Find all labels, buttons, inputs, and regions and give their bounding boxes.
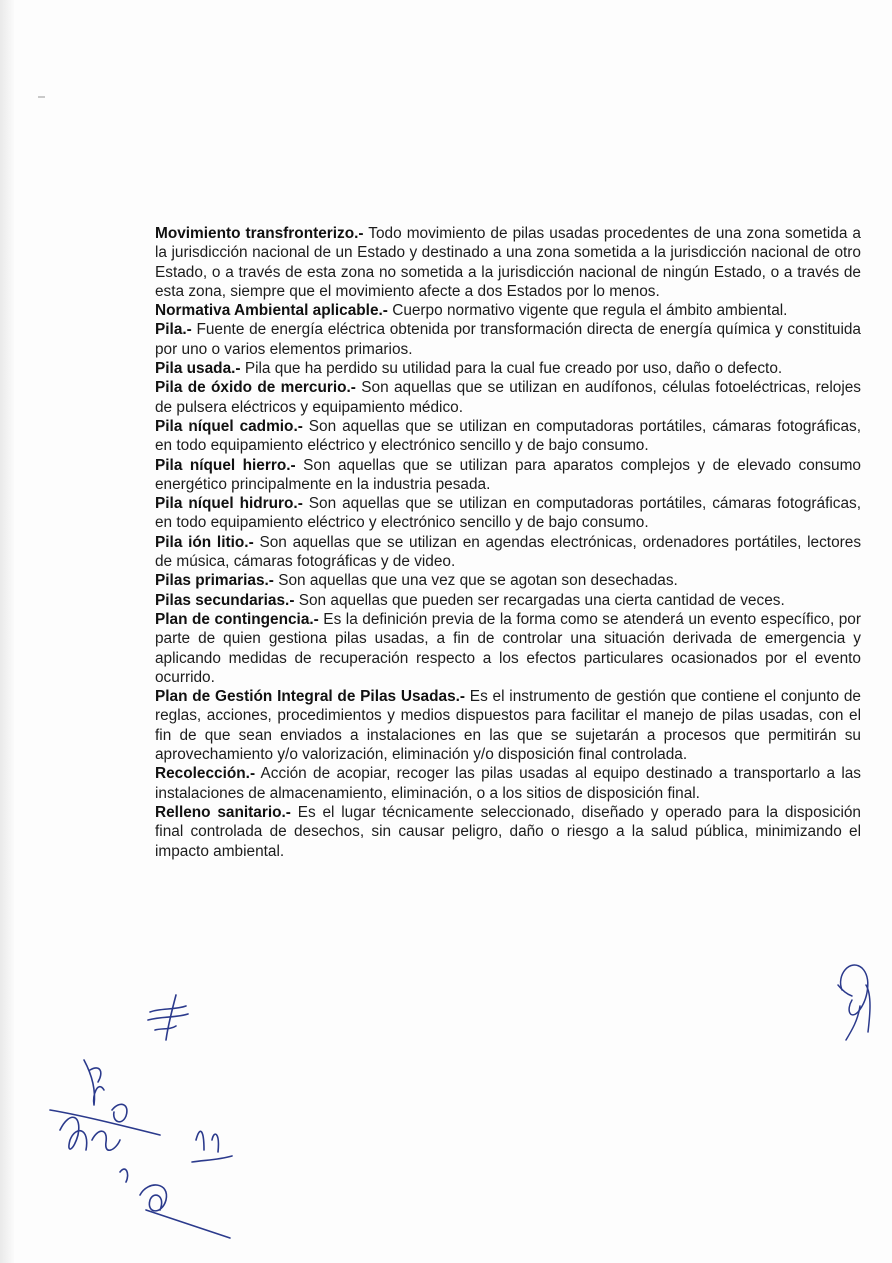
definition-term: Pilas primarias.- <box>155 572 274 590</box>
definition-term: Plan de contingencia.- <box>155 610 319 628</box>
definition-item <box>155 417 861 456</box>
handwritten-signature-icon <box>50 1060 232 1238</box>
definition-text: Son aquellas que se utilizan en agendas electrónicas, ordenadores portátiles, lectores de música, cámaras fotográficas y de video. <box>155 533 862 571</box>
definition-text: Fuente de energía eléctrica obtenida por transformación directa de energía química y constituida por uno o varios elementos primarios. <box>155 321 861 358</box>
definition-text: Son aquellas que se utilizan para aparatos complejos y de elevado consumo energético principalmente en la industria pesada. <box>155 456 861 493</box>
definition-term: Pila níquel hierro.- <box>155 456 296 474</box>
definitions-list <box>155 224 861 861</box>
definition-item <box>155 591 861 610</box>
scan-edge-shadow <box>0 0 14 1263</box>
definition-text: Es el lugar técnicamente seleccionado, diseñado y operado para la disposición final controlada de desechos, sin causar peligro, daño o riesgo a la salud pública, minimizando el impacto ambiental. <box>155 803 861 860</box>
handwritten-signature-icon <box>148 995 188 1040</box>
definition-term: Pilas secundarias.- <box>155 591 295 609</box>
definition-item <box>155 610 861 687</box>
definition-term: Plan de Gestión Integral de Pilas Usadas.- <box>155 688 466 706</box>
definition-text: Son aquellas que una vez que se agotan son desechadas. <box>273 572 678 590</box>
definition-text: Son aquellas que se utilizan en computadoras portátiles, cámaras fotográficas, en todo equipamiento eléctrico y electrónico sencillo y de bajo consumo. <box>155 417 862 455</box>
definition-term: Normativa Ambiental aplicable.- <box>155 302 388 320</box>
definition-item <box>155 378 861 417</box>
definition-item <box>155 533 861 572</box>
definition-text: Son aquellas que pueden ser recargadas una cierta cantidad de veces. <box>294 591 785 609</box>
definition-term: Pila usada.- <box>155 360 241 378</box>
definition-text: Es el instrumento de gestión que contiene el conjunto de reglas, acciones, procedimientos y medios dispuestos para facilitar el manejo de pilas usadas, con el fin de que sean enviados a instalaciones en las que se sujetarán a procesos que permitirán su aprovechamiento y/o valorización, eliminación y/o disposición final controlada. <box>155 688 861 764</box>
definition-item <box>155 301 861 320</box>
definition-text: Cuerpo normativo vigente que regula el ámbito ambiental. <box>387 302 788 320</box>
definition-text: Acción de acopiar, recoger las pilas usadas al equipo destinado a transportarlo a las instalaciones de almacenamiento, eliminación, o a los sitios de disposición final. <box>155 765 861 802</box>
definition-term: Pila ión litio.- <box>155 533 254 551</box>
definition-term: Pila níquel hidruro.- <box>155 495 303 513</box>
definition-item <box>155 803 861 861</box>
definition-item <box>155 456 861 495</box>
definition-term: Pila.- <box>155 321 192 339</box>
definition-item <box>155 320 861 359</box>
definition-item <box>155 494 861 533</box>
definition-text: Pila que ha perdido su utilidad para la cual fue creado por uso, daño o defecto. <box>240 360 783 378</box>
initials-icon <box>838 965 870 1040</box>
definition-term: Recolección.- <box>155 765 256 783</box>
definition-term: Relleno sanitario.- <box>155 803 291 821</box>
definition-item <box>155 571 861 590</box>
definition-term: Pila níquel cadmio.- <box>155 417 303 435</box>
definition-item <box>155 687 861 764</box>
definition-item <box>155 764 861 803</box>
definition-item <box>155 224 861 301</box>
definition-text: Todo movimiento de pilas usadas procedentes de una zona sometida a la jurisdicción nacional de un Estado y destinado a una zona sometida a la jurisdicción nacional de otro Estado, o a través de esta zona no sometida a la jurisdicción nacional de ningún Estado, o a través de esta zona, siempre que el movimiento afecte a dos Estados por lo menos. <box>155 225 861 300</box>
definition-term: Movimiento transfronterizo.- <box>155 225 364 242</box>
definition-text: Es la definición previa de la forma como se atenderá un evento específico, por parte de quien gestiona pilas usadas, a fin de controlar una situación derivada de emergencia y aplicando medidas de recuperación respecto a los efectos particulares ocasionados por el evento ocurrido. <box>155 610 861 686</box>
definition-term: Pila de óxido de mercurio.- <box>155 379 356 397</box>
scan-artifact <box>38 96 45 98</box>
definition-item <box>155 359 861 378</box>
definition-text: Son aquellas que se utilizan en computadoras portátiles, cámaras fotográficas, en todo equipamiento eléctrico y electrónico sencillo y de bajo consumo. <box>155 495 861 532</box>
definition-text: Son aquellas que se utilizan en audífonos, células fotoeléctricas, relojes de pulsera eléctricos y equipamiento médico. <box>155 379 861 416</box>
